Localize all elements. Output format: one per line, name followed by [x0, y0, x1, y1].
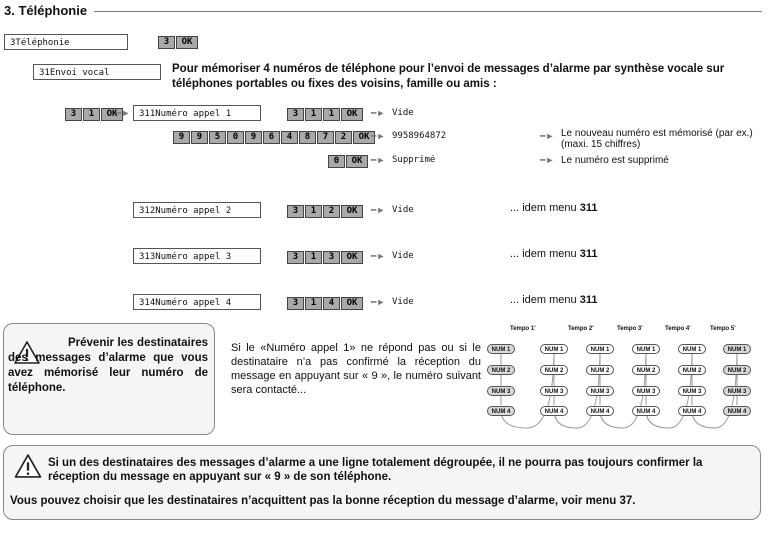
value-311: Vide: [392, 108, 414, 118]
idem-313: ... idem menu 311: [510, 248, 598, 260]
key-1: 1: [305, 297, 322, 310]
num-tag: NUM 1: [586, 344, 614, 354]
num-tag: NUM 1: [632, 344, 660, 354]
key-ok: OK: [346, 155, 368, 168]
warning-icon: [13, 453, 43, 479]
key-1: 1: [305, 205, 322, 218]
info-text: Si le «Numéro appel 1» ne répond pas ou si le destinataire n’a pas confirmé la réception du message en appuyant sur « 9 », le numéro suivant sera contacté...: [231, 342, 481, 396]
key-1: 1: [83, 108, 100, 121]
num-tag: NUM 3: [632, 386, 660, 396]
arrow-icon: ━►: [371, 251, 386, 261]
nav-keys-311: [65, 108, 123, 121]
tempo-label: Tempo 2': [568, 326, 594, 332]
arrow-icon: ━►: [371, 155, 386, 165]
key-ok: OK: [176, 36, 198, 49]
key-6: 6: [263, 131, 280, 144]
num-tag: NUM 1: [540, 344, 568, 354]
key-1: 1: [323, 108, 340, 121]
key-9: 9: [245, 131, 262, 144]
key-3: 3: [287, 251, 304, 264]
section-title: 3. Téléphonie: [4, 3, 88, 18]
num-tag: NUM 2: [487, 365, 515, 375]
num-tag: NUM 3: [678, 386, 706, 396]
keys-delete: [328, 155, 368, 168]
key-ok: OK: [353, 131, 375, 144]
arrow-icon: ━►: [540, 131, 555, 141]
tempo-label: Tempo 4': [665, 326, 691, 332]
num-tag: NUM 4: [487, 406, 515, 416]
value-313: Vide: [392, 251, 414, 261]
value-314: Vide: [392, 297, 414, 307]
key-9: 9: [173, 131, 190, 144]
arrow-icon: ━►: [371, 297, 386, 307]
warning-2-line-2: Vous pouvez choisir que les destinataires n’acquittent pas la bonne réception du message d’alarme, voir menu 37.: [10, 495, 636, 507]
section-rule: [94, 11, 762, 12]
arrow-icon: ━►: [116, 108, 131, 118]
keys-menu-314: [287, 297, 363, 310]
delete-note: Le numéro est supprimé: [561, 155, 669, 166]
tempo-label: Tempo 1': [510, 326, 536, 332]
arrow-icon: ━►: [371, 131, 386, 141]
key-4: 4: [281, 131, 298, 144]
lcd-menu-31: 31Envoi vocal: [33, 64, 161, 80]
key-3: 3: [287, 297, 304, 310]
key-1: 1: [305, 251, 322, 264]
key-3: 3: [287, 108, 304, 121]
lcd-menu-3: 3Téléphonie: [4, 34, 128, 50]
value-entry: 9958964872: [392, 131, 447, 141]
num-tag: NUM 2: [586, 365, 614, 375]
num-tag: NUM 4: [678, 406, 706, 416]
key-1: 1: [305, 108, 322, 121]
value-312: Vide: [392, 205, 414, 215]
key-3: 3: [65, 108, 82, 121]
key-ok: OK: [101, 108, 123, 121]
key-ok: OK: [341, 251, 363, 264]
key-0: 0: [328, 155, 345, 168]
key-3: 3: [158, 36, 175, 49]
keys-menu-3: [158, 36, 198, 49]
num-tag: NUM 4: [540, 406, 568, 416]
lcd-menu-313: 313Numéro appel 3: [133, 248, 261, 264]
key-0: 0: [227, 131, 244, 144]
tempo-label: Tempo 3': [617, 326, 643, 332]
key-2: 2: [323, 205, 340, 218]
num-tag: NUM 4: [723, 406, 751, 416]
keys-menu-312: [287, 205, 363, 218]
keys-menu-311: [287, 108, 363, 121]
num-tag: NUM 3: [487, 386, 515, 396]
num-tag: NUM 2: [540, 365, 568, 375]
idem-314: ... idem menu 311: [510, 294, 598, 306]
menu-31-description: Pour mémoriser 4 numéros de téléphone pour l’envoi de messages d’alarme par synthèse vocale sur téléphones portables ou fixes des voisins, famille ou amis :: [172, 63, 725, 90]
value-delete: Supprimé: [392, 155, 436, 165]
warning-2-line-1: Si un des destinataires des messages d’alarme a une ligne totalement dégroupée, il ne pourra pas toujours confirmer la réception du message en appuyant sur « 9 » de son téléphone.: [48, 457, 703, 483]
key-4: 4: [323, 297, 340, 310]
keys-entry: [173, 131, 375, 144]
key-8: 8: [299, 131, 316, 144]
key-9: 9: [191, 131, 208, 144]
key-5: 5: [209, 131, 226, 144]
num-tag: NUM 3: [586, 386, 614, 396]
warning-1-text: Prévenir les destinataires des messages d’alarme que vous avez mémorisé leur numéro de téléphone.: [8, 337, 208, 394]
num-tag: NUM 3: [723, 386, 751, 396]
idem-312: ... idem menu 311: [510, 202, 598, 214]
num-tag: NUM 2: [632, 365, 660, 375]
arrow-icon: ━►: [540, 155, 555, 165]
lcd-menu-312: 312Numéro appel 2: [133, 202, 261, 218]
key-3: 3: [323, 251, 340, 264]
num-tag: NUM 4: [586, 406, 614, 416]
tempo-label: Tempo 5': [710, 326, 736, 332]
key-ok: OK: [341, 297, 363, 310]
keys-menu-313: [287, 251, 363, 264]
arrow-icon: ━►: [371, 205, 386, 215]
num-tag: NUM 2: [723, 365, 751, 375]
num-tag: NUM 1: [487, 344, 515, 354]
num-tag: NUM 1: [723, 344, 751, 354]
num-tag: NUM 1: [678, 344, 706, 354]
key-ok: OK: [341, 108, 363, 121]
key-3: 3: [287, 205, 304, 218]
key-7: 7: [317, 131, 334, 144]
lcd-menu-314: 314Numéro appel 4: [133, 294, 261, 310]
key-ok: OK: [341, 205, 363, 218]
lcd-menu-311: 311Numéro appel 1: [133, 105, 261, 121]
entry-note: Le nouveau numéro est mémorisé (par ex.) (maxi. 15 chiffres): [561, 128, 753, 150]
num-tag: NUM 3: [540, 386, 568, 396]
diagram-connectors: [485, 336, 760, 446]
arrow-icon: ━►: [371, 108, 386, 118]
num-tag: NUM 4: [632, 406, 660, 416]
key-2: 2: [335, 131, 352, 144]
num-tag: NUM 2: [678, 365, 706, 375]
